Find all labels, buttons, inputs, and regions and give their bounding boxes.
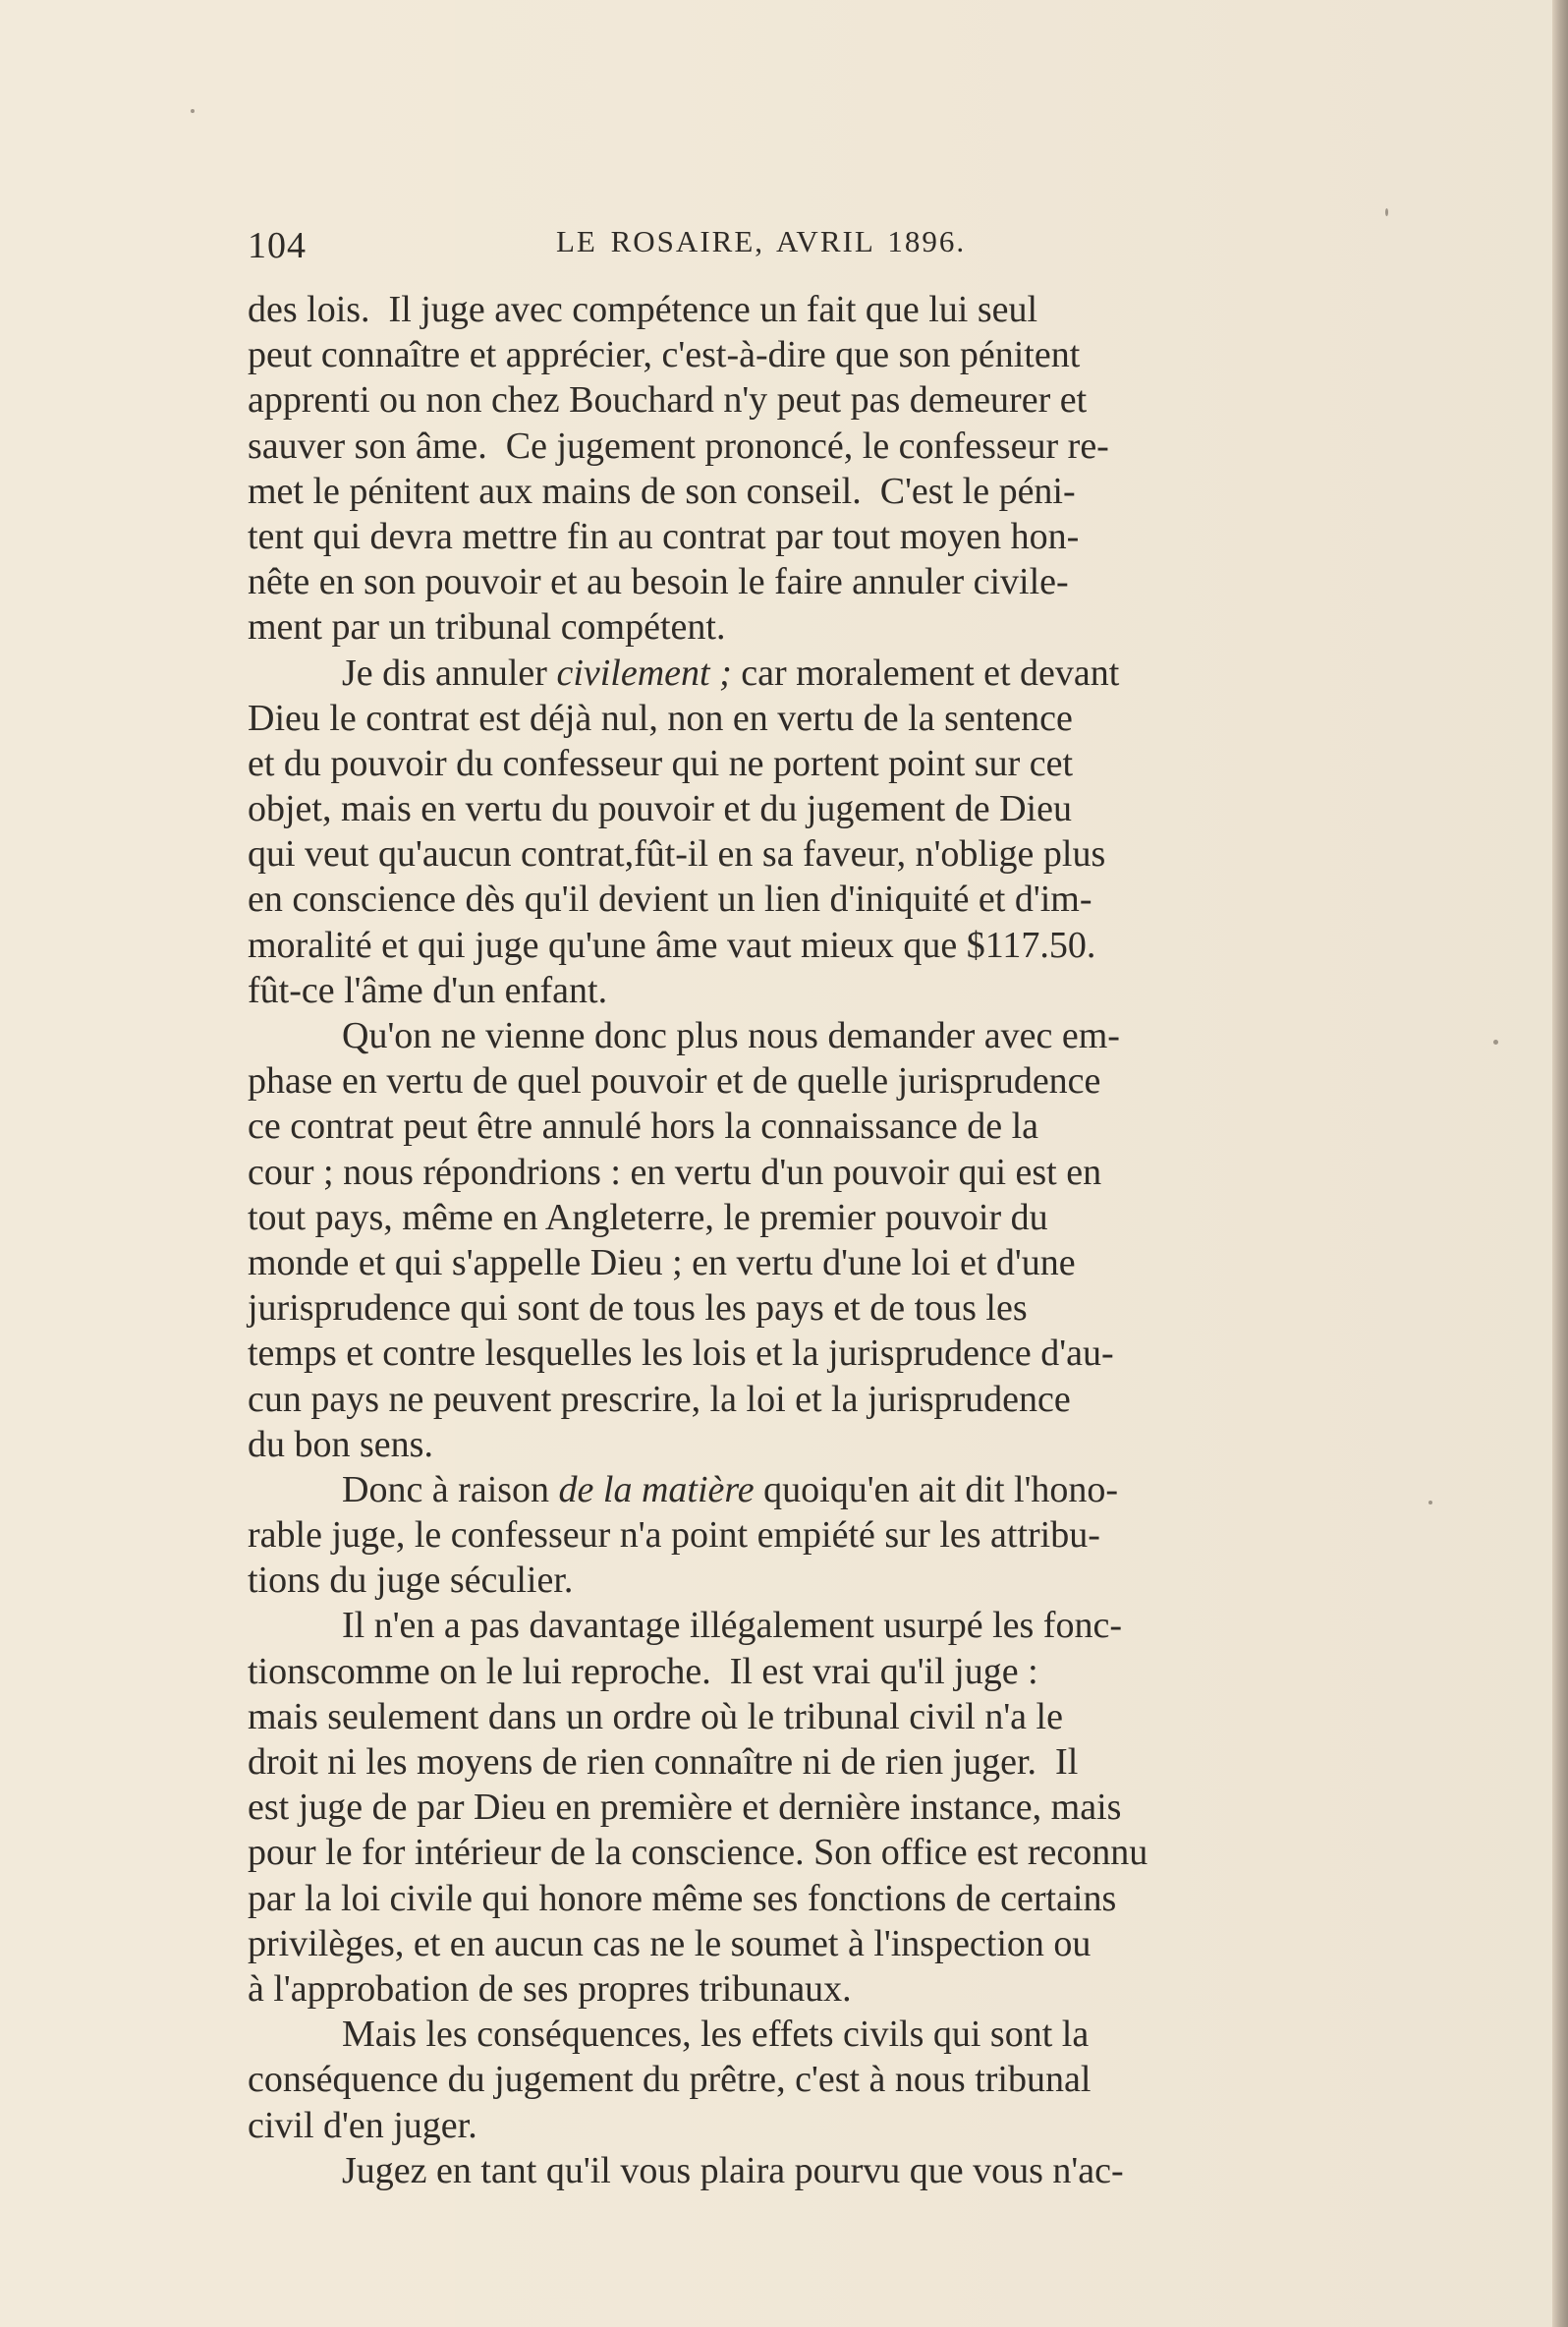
text-line: et du pouvoir du confesseur qui ne portent point sur cet: [248, 742, 1074, 784]
page-number: 104: [248, 225, 307, 266]
text-line: cun pays ne peuvent prescrire, la loi et la jurisprudence: [248, 1378, 1071, 1420]
text-line: pour le for intérieur de la conscience. Son office est reconnu: [248, 1832, 1148, 1874]
text-segment: quoiqu'en ait dit l'hono-: [754, 1468, 1119, 1510]
text-line: [248, 651, 1397, 696]
paper-speck: [191, 109, 195, 113]
text-line: est juge de par Dieu en première et dernière instance, mais: [248, 1787, 1122, 1829]
text-segment: Donc à raison: [342, 1468, 559, 1510]
text-line: privilèges, et en aucun cas ne le soumet à l'inspection ou: [248, 1922, 1092, 1964]
text-line: des lois. Il juge avec compétence un fait que lui seul: [248, 289, 1038, 330]
text-line: nête en son pouvoir et au besoin le faire annuler civile-: [248, 561, 1069, 603]
paper-speck: [1428, 1501, 1432, 1504]
text-line: Dieu le contrat est déjà nul, non en vertu de la sentence: [248, 697, 1073, 739]
text-line: à l'approbation de ses propres tribunaux.: [248, 1967, 852, 2010]
text-line: sauver son âme. Ce jugement prononcé, le confesseur re-: [248, 425, 1109, 467]
text-line: jurisprudence qui sont de tous les pays et de tous les: [248, 1287, 1028, 1330]
paper-speck: [1385, 208, 1388, 216]
text-line: en conscience dès qu'il devient un lien d'iniquité et d'im-: [248, 879, 1092, 921]
text-line: tions du juge séculier.: [248, 1560, 574, 1602]
text-line: cour ; nous répondrions : en vertu d'un pouvoir qui est en: [248, 1151, 1102, 1193]
text-line: Jugez en tant qu'il vous plaira pourvu que vous n'ac-: [342, 2149, 1124, 2191]
text-line: ce contrat peut être annulé hors la connaissance de la: [248, 1106, 1039, 1148]
page-bottom-margin: [0, 2258, 1568, 2327]
text-segment: car moralement et devant: [731, 652, 1120, 694]
running-title: LE ROSAIRE, AVRIL 1896.: [556, 224, 967, 258]
text-line: monde et qui s'appelle Dieu ; en vertu d'une loi et d'une: [248, 1241, 1076, 1283]
text-line: droit ni les moyens de rien connaître ni de rien juger. Il: [248, 1741, 1079, 1783]
italic-text-segment: de la matière: [558, 1468, 755, 1510]
text-line: met le pénitent aux mains de son conseil. C'est le péni-: [248, 470, 1076, 512]
text-line: tent qui devra mettre fin au contrat par tout moyen hon-: [248, 515, 1080, 557]
text-line: Mais les conséquences, les effets civils qui sont la: [342, 2014, 1090, 2056]
text-segment: Je dis annuler: [342, 652, 557, 694]
text-line: mais seulement dans un ordre où le tribunal civil n'a le: [248, 1695, 1063, 1737]
text-line: qui veut qu'aucun contrat,fût-il en sa faveur, n'oblige plus: [248, 833, 1106, 876]
text-line: phase en vertu de quel pouvoir et de quelle jurisprudence: [248, 1060, 1101, 1103]
text-line: tionscomme on le lui reproche. Il est vrai qu'il juge :: [248, 1650, 1038, 1692]
page-edge-shadow: [1552, 0, 1568, 2327]
text-line: peut connaître et apprécier, c'est-à-dire que son pénitent: [248, 334, 1081, 376]
text-line: rable juge, le confesseur n'a point empiété sur les attribu-: [248, 1514, 1100, 1557]
text-line: du bon sens.: [248, 1423, 433, 1465]
text-line: moralité et qui juge qu'une âme vaut mieux que $117.50.: [248, 924, 1096, 966]
text-line: objet, mais en vertu du pouvoir et du jugement de Dieu: [248, 788, 1072, 830]
italic-text-segment: civilement ;: [556, 652, 732, 694]
text-line: conséquence du jugement du prêtre, c'est à nous tribunal: [248, 2059, 1092, 2101]
text-line: Il n'en a pas davantage illégalement usurpé les fonc-: [342, 1605, 1122, 1647]
text-line: civil d'en juger.: [248, 2104, 477, 2146]
text-line: par la loi civile qui honore même ses fonctions de certains: [248, 1877, 1117, 1919]
running-header: [248, 224, 1397, 265]
text-line: apprenti ou non chez Bouchard n'y peut pas demeurer et: [248, 379, 1088, 422]
text-line: Qu'on ne vienne donc plus nous demander avec em-: [342, 1015, 1120, 1056]
text-line: ment par un tribunal compétent.: [248, 606, 726, 649]
text-line: tout pays, même en Angleterre, le premier pouvoir du: [248, 1196, 1048, 1238]
text-line: fût-ce l'âme d'un enfant.: [248, 969, 608, 1011]
text-line: temps et contre lesquelles les lois et la jurisprudence d'au-: [248, 1333, 1114, 1375]
body-text: [248, 287, 1397, 2193]
paper-speck: [1493, 1040, 1498, 1045]
text-line: [248, 1467, 1397, 1512]
